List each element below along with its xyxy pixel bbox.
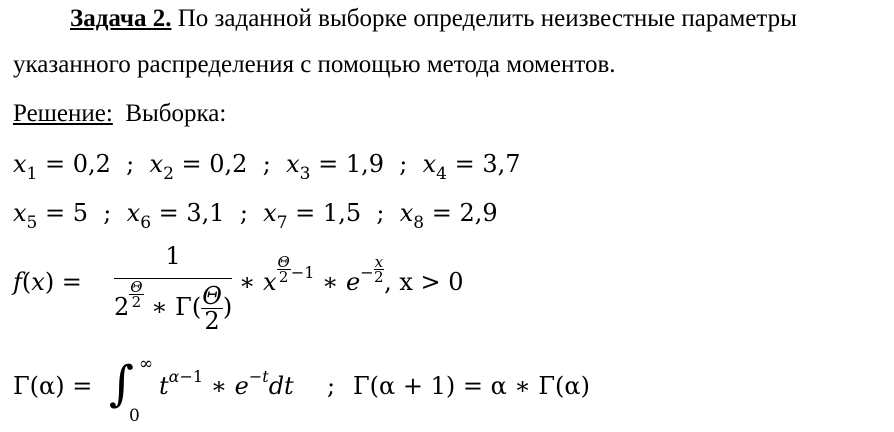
sample-item: $x_4 = 3,7$: [422, 150, 521, 184]
sample-label: Выборка:: [125, 100, 227, 127]
gamma-separator: ;: [327, 372, 336, 400]
density-rhs: ∗ x $\frac{\Theta}{2}$ $^{-1}$ ∗ e− $\frac{x}{2}$ , x > 0: [239, 253, 464, 296]
sample-item: $x_3 = 1,9$: [286, 150, 384, 184]
density-formula: [13, 240, 893, 335]
integral-sign: ∫: [109, 356, 135, 412]
density-fraction: [114, 240, 233, 335]
solution-line: [13, 99, 226, 129]
sample-item: $x_8 = 2,9$: [399, 199, 498, 233]
gamma-formula: [13, 354, 893, 430]
task-title-line: [70, 4, 797, 34]
gamma-identity: Γ(α + 1) = α ∗ Γ(α): [353, 372, 590, 400]
density-lhs: f(x) =: [13, 268, 82, 296]
task-text-line1: По заданной выборке определить неизвестные параметры: [171, 5, 797, 32]
gamma-lhs: Γ(α) =: [13, 372, 93, 400]
sample-item: $x_6 = 3,1$: [126, 199, 225, 233]
density-denominator: 2 $\frac{\Theta}{2}$ ∗ Γ( $\frac{\Theta}{2}$ ): [114, 278, 233, 335]
task-text-line2: указанного распределения с помощью метода моментов.: [13, 51, 616, 78]
integrand: $t^{\alpha-1}$ ∗ $e^{-t}dt$: [159, 367, 294, 400]
density-numerator: 1: [165, 242, 181, 270]
sample-row-1: $x_1 = 0,2$ ; $x_2 = 0,2$ ; $x_3 = 1,9$ ; $x_4 = 3,7$: [13, 150, 521, 184]
solution-label: Решение:: [13, 100, 113, 127]
sample-item: $x_7 = 1,5$: [263, 199, 362, 233]
sample-item: $x_2 = 0,2$: [149, 150, 248, 184]
density-condition: , x > 0: [384, 268, 464, 296]
sample-item: $x_1 = 0,2$: [13, 150, 111, 184]
sample-item: $x_5 = 5$: [13, 199, 89, 233]
integral-upper: ∞: [139, 354, 154, 374]
task-label: Задача 2.: [70, 5, 172, 32]
integral-lower: 0: [129, 406, 140, 426]
sample-row-2: $x_5 = 5$ ; $x_6 = 3,1$ ; $x_7 = 1,5$ ; $x_8 = 2,9$: [13, 199, 498, 233]
